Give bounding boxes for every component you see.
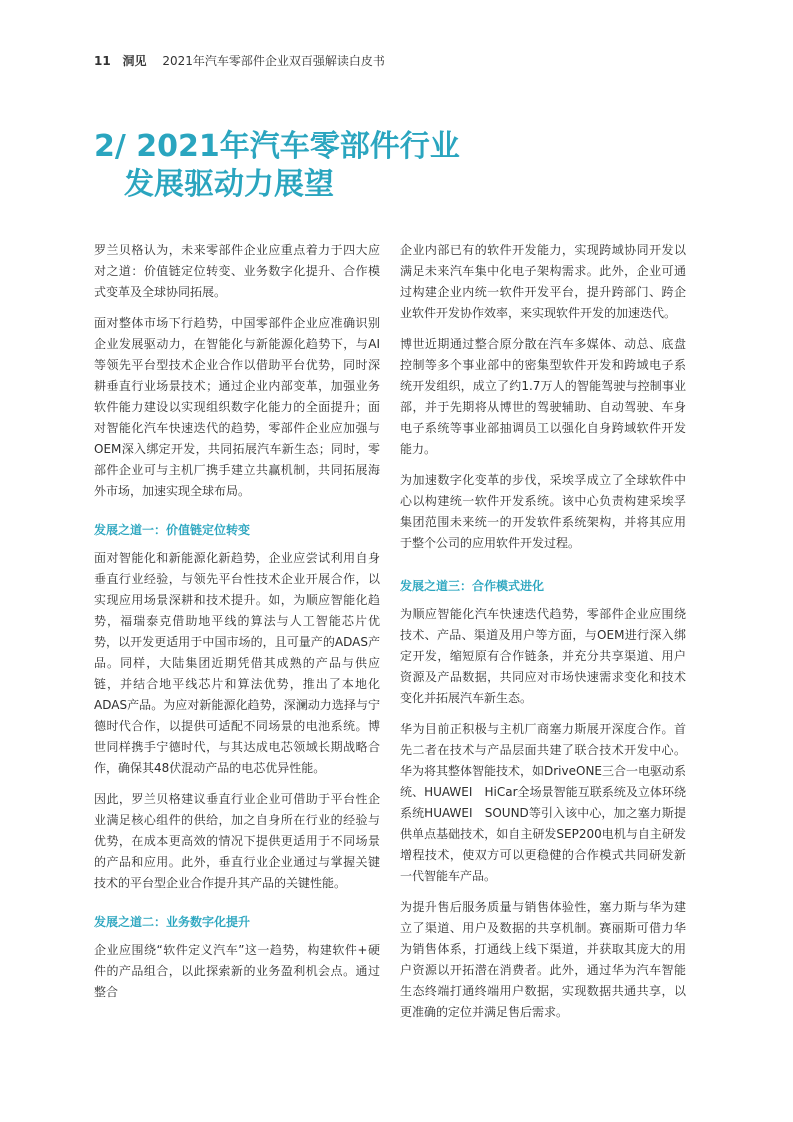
right-column	[400, 240, 686, 1033]
left-column	[94, 240, 380, 1013]
section-title	[94, 128, 460, 204]
paragraph: 为顺应智能化汽车快速迭代趋势，零部件企业应围绕技术、产品、渠道及用户等方面，与OEM进行深入绑定开发，缩短原有合作链条，并充分共享渠道、用户资源及产品数据，共同应对市场快速需求变化和技术变化并拓展汽车新生态。	[400, 607, 686, 705]
section-title-line-1: 2/ 2021年汽车零部件行业	[94, 129, 460, 164]
page-header	[94, 52, 385, 69]
subheading-way-two: 发展之道二：业务数字化提升	[94, 915, 251, 929]
subheading-way-one: 发展之道一：价值链定位转变	[94, 523, 251, 537]
paragraph: 企业应围绕“软件定义汽车”这一趋势，构建软件+硬件的产品组合，以此探索新的业务盈利机会点。通过整合	[94, 943, 380, 999]
paragraph: 为提升售后服务质量与销售体验性，塞力斯与华为建立了渠道、用户及数据的共享机制。赛丽斯可借力华为销售体系，打通线上线下渠道，并获取其庞大的用户资源以开拓潜在消费者。此外，通过华为汽车智能生态终端打通终端用户数据，实现数据共通共享，以更准确的定位并满足售后需求。	[400, 900, 686, 1019]
section-title-line-2: 发展驱动力展望	[124, 167, 334, 202]
subheading-way-three: 发展之道三：合作模式进化	[400, 579, 545, 593]
paragraph: 华为目前正积极与主机厂商塞力斯展开深度合作。首先二者在技术与产品层面共建了联合技术开发中心。华为将其整体智能技术，如DriveONE三合一电驱动系统、HUAWEI HiCar全场景智能互联系统及立体环绕系统HUAWEI SOUND等引入该中心，加之塞力斯提供单点基础技术，如自主研发SEP200电机与自主研发增程技术，使双方可以更稳健的合作模式共同研发新一代智能车产品。	[400, 722, 686, 883]
page-number: 11	[94, 54, 111, 68]
paragraph: 面对整体市场下行趋势，中国零部件企业应准确识别企业发展驱动力，在智能化与新能源化趋势下，与AI等领先平台型技术企业合作以借助平台优势，同时深耕垂直行业场景技术；通过企业内部变革，加强业务软件能力建设以实现组织数字化能力的全面提升；面对智能化汽车快速迭代的趋势，零部件企业应加强与OEM深入绑定开发，共同拓展汽车新生态；同时，零部件企业可与主机厂携手建立共赢机制，共同拓展海外市场，加速实现全球布局。	[94, 316, 380, 498]
brand-name: 洞见	[122, 54, 147, 68]
paragraph: 罗兰贝格认为，未来零部件企业应重点着力于四大应对之道：价值链定位转变、业务数字化提升、合作模式变革及全球协同拓展。	[94, 243, 380, 299]
document-title: 2021年汽车零部件企业双百强解读白皮书	[162, 54, 385, 68]
paragraph: 博世近期通过整合原分散在汽车多媒体、动总、底盘控制等多个事业部中的密集型软件开发和跨域电子系统开发组织，成立了约1.7万人的智能驾驶与控制事业部，并于先期将从博世的驾驶辅助、自动驾驶、车身电子系统等事业部抽调员工以强化自身跨域软件开发能力。	[400, 337, 686, 456]
paragraph: 为加速数字化变革的步伐，采埃孚成立了全球软件中心以构建统一软件开发系统。该中心负责构建采埃孚集团范围未来统一的开发软件系统架构，并将其应用于整个公司的应用软件开发过程。	[400, 473, 686, 550]
paragraph: 企业内部已有的软件开发能力，实现跨域协同开发以满足未来汽车集中化电子架构需求。此外，企业可通过构建企业内统一软件开发平台，提升跨部门、跨企业软件开发协作效率，来实现软件开发的加速迭代。	[400, 243, 686, 320]
paragraph: 面对智能化和新能源化新趋势，企业应尝试利用自身垂直行业经验，与领先平台性技术企业开展合作，以实现应用场景深耕和技术提升。如，为顺应智能化趋势，福瑞泰克借助地平线的算法与人工智能芯片优势，以开发更适用于中国市场的，且可量产的ADAS产品。同样，大陆集团近期凭借其成熟的产品与供应链，并结合地平线芯片和算法优势，推出了本地化ADAS产品。为应对新能源化趋势，深澜动力选择与宁德时代合作，以提供可适配不同场景的电池系统。博世同样携手宁德时代，与其达成电芯领域长期战略合作，确保其48伏混动产品的电芯优异性能。	[94, 551, 380, 775]
paragraph: 因此，罗兰贝格建议垂直行业企业可借助于平台性企业满足核心组件的供给，加之自身所在行业的经验与优势，在成本更高效的情况下提供更适用于不同场景的产品和应用。此外，垂直行业企业通过与掌握关键技术的平台型企业合作提升其产品的关键性能。	[94, 792, 380, 890]
